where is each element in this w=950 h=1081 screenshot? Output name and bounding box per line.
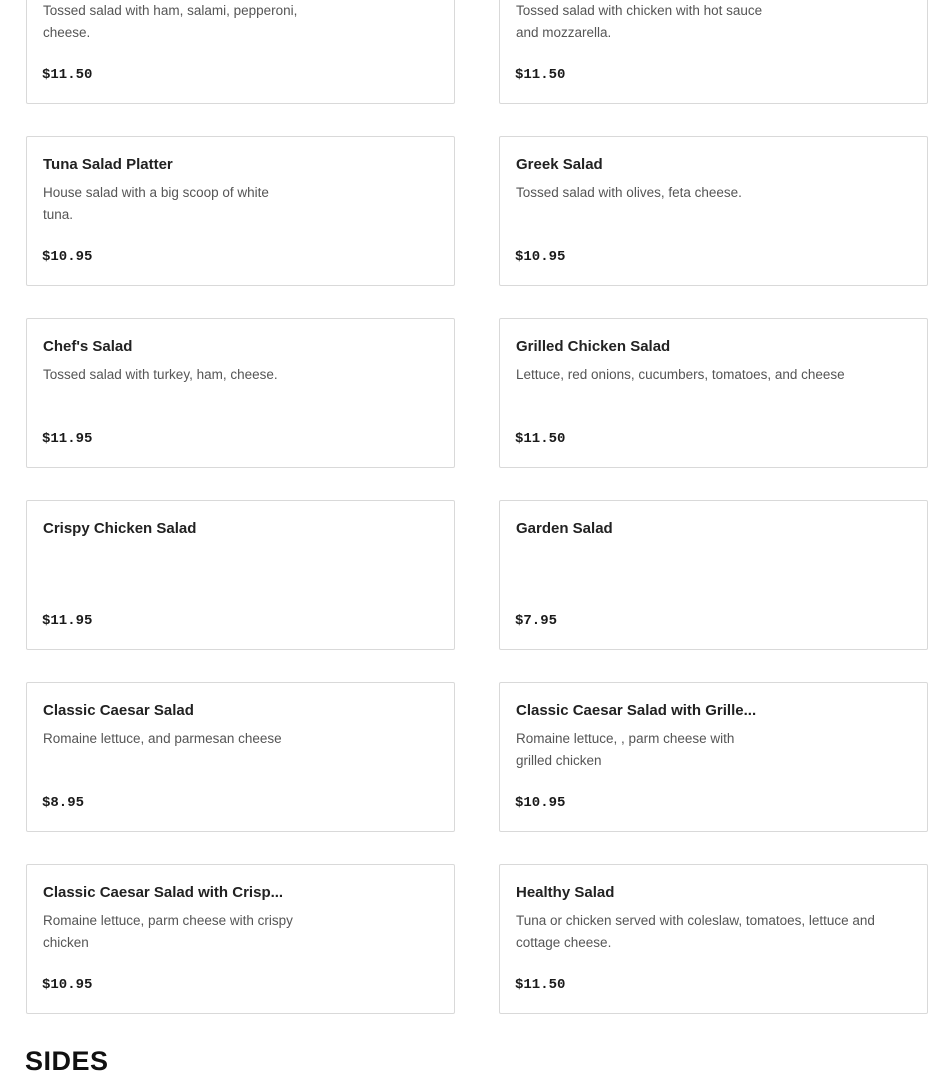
menu-item-card[interactable] [499, 136, 928, 286]
item-name: Healthy Salad [516, 884, 615, 901]
item-name: Crispy Chicken Salad [43, 520, 197, 537]
item-description: Tossed salad with turkey, ham, cheese. [43, 367, 278, 382]
item-description: Romaine lettuce, parm cheese with crispy chicken [43, 913, 293, 950]
item-price: $10.95 [515, 249, 566, 265]
menu-item-card[interactable] [26, 682, 455, 832]
menu-item-card[interactable] [499, 864, 928, 1014]
item-price: $11.50 [515, 431, 566, 447]
item-price: $11.50 [42, 67, 93, 83]
item-name: Chef's Salad [43, 338, 133, 355]
item-name: Garden Salad [516, 520, 613, 537]
item-price: $11.50 [515, 977, 566, 993]
menu-item-card[interactable] [26, 864, 455, 1014]
item-price: $10.95 [515, 795, 566, 811]
item-name: Classic Caesar Salad [43, 702, 194, 719]
item-price: $11.95 [42, 431, 93, 447]
item-price: $11.50 [515, 67, 566, 83]
item-name: Classic Caesar Salad with Grille... [516, 702, 757, 719]
menu-item-card[interactable] [499, 318, 928, 468]
item-description: Tuna or chicken served with coleslaw, tomatoes, lettuce and cottage cheese. [516, 913, 875, 950]
menu-item-card[interactable] [499, 0, 928, 104]
item-name: Greek Salad [516, 156, 603, 173]
item-description: Tossed salad with chicken with hot sauce and mozzarella. [516, 3, 763, 40]
menu-item-card[interactable] [26, 500, 455, 650]
item-price: $10.95 [42, 977, 93, 993]
item-price: $11.95 [42, 613, 93, 629]
menu-item-card[interactable] [499, 500, 928, 650]
item-name: Grilled Chicken Salad [516, 338, 671, 355]
item-description: Lettuce, red onions, cucumbers, tomatoes, and cheese [516, 367, 845, 382]
item-description: Tossed salad with olives, feta cheese. [516, 185, 742, 200]
item-price: $10.95 [42, 249, 93, 265]
item-description: Romaine lettuce, and parmesan cheese [43, 731, 282, 746]
item-price: $8.95 [42, 795, 85, 811]
item-description: Romaine lettuce, , parm cheese with grilled chicken [516, 731, 735, 768]
item-name: Classic Caesar Salad with Crisp... [43, 884, 284, 901]
menu-item-card[interactable] [26, 136, 455, 286]
menu-item-card[interactable] [499, 682, 928, 832]
menu-item-card[interactable] [26, 0, 455, 104]
item-name: Tuna Salad Platter [43, 156, 173, 173]
item-price: $7.95 [515, 613, 558, 629]
menu-item-card[interactable] [26, 318, 455, 468]
section-title: SIDES [25, 1046, 109, 1076]
item-description: Tossed salad with ham, salami, pepperoni, cheese. [43, 3, 298, 40]
item-description: House salad with a big scoop of white tuna. [43, 185, 269, 222]
